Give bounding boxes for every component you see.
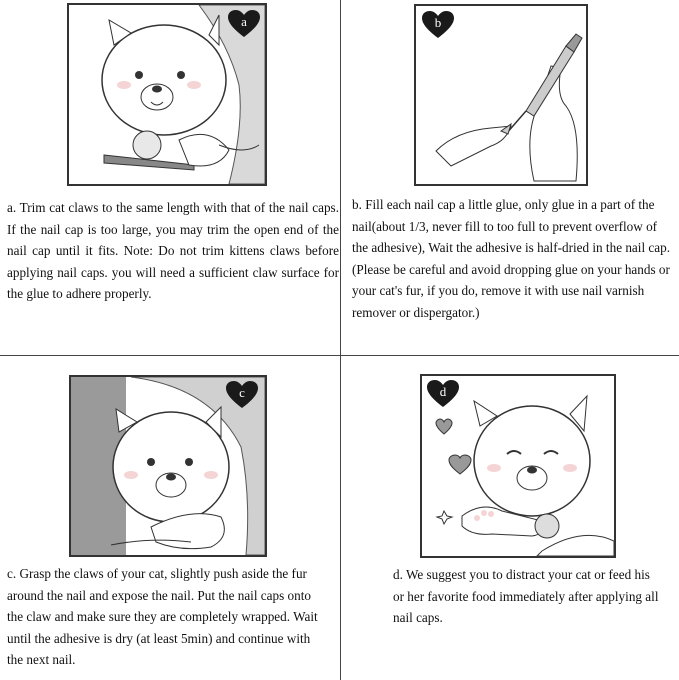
badge-letter: b — [434, 15, 442, 30]
heart-badge-b — [422, 11, 454, 44]
vertical-divider — [340, 0, 341, 680]
step-b-text: b. Fill each nail cap a little glue, only glue in a part of the nail(about 1/3, never fill to too full to prevent overflow of the adhesive), Wait the adhesive is half-dried in the nail cap. (Please be careful and avoid dropping glue on your hands or your cat's fur, if you do, remove it with use nail varnish remover or dispergator.) — [352, 197, 671, 320]
heart-badge-d — [427, 380, 459, 413]
step-a-text: a. Trim cat claws to the same length with that of the nail caps. If the nail cap is too large, you may trim the open end of the nail cap until it fits. Note: Do not trim kittens claws before applying nail caps. you will need a sufficient claw surface for the glue to adhere properly. — [7, 200, 339, 302]
step-d-text: d. We suggest you to distract your cat or feed his or her favorite food immediately after applying all nail caps. — [393, 567, 659, 626]
heart-badge-c — [226, 381, 258, 414]
badge-letter: c — [239, 385, 245, 400]
heart-icon — [422, 11, 454, 39]
heart-badge-a — [228, 10, 260, 43]
step-c-text: c. Grasp the claws of your cat, slightly push aside the fur around the nail and expose the nail. Put the nail caps onto the claw and make sure they are completely wrapped. Wait until the adhesive is dry (at least 5min) and continue with the next nail. — [7, 566, 318, 668]
heart-icon — [228, 10, 260, 38]
badge-letter: a — [241, 14, 247, 29]
horizontal-divider — [0, 355, 679, 356]
heart-icon — [226, 381, 258, 409]
badge-letter: d — [439, 384, 447, 399]
heart-icon — [427, 380, 459, 408]
